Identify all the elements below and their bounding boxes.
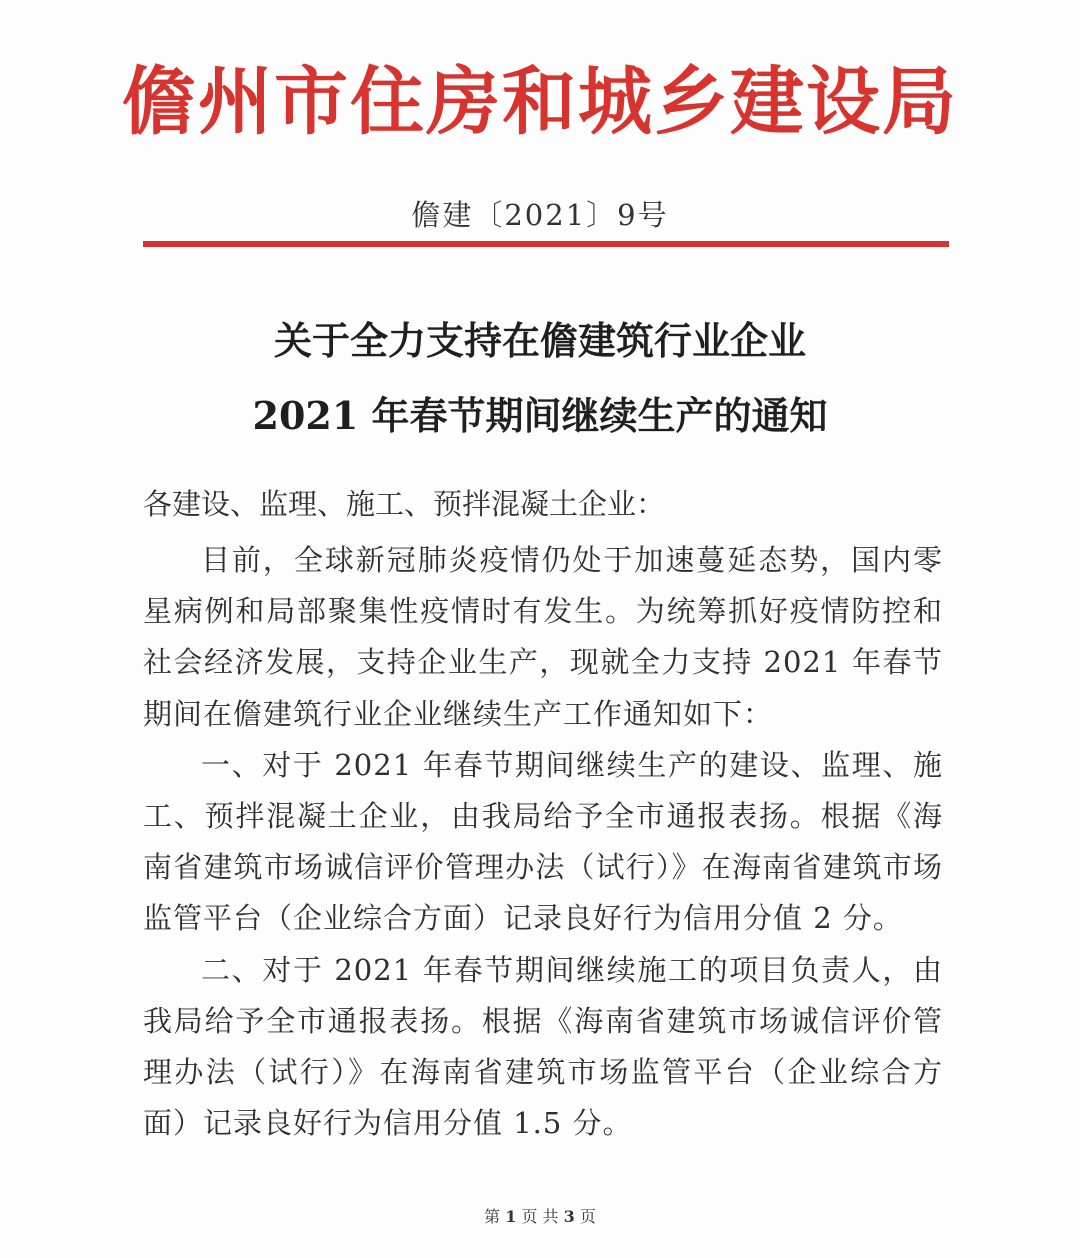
notice-title-line-2: 2021 年春节期间继续生产的通知: [252, 393, 828, 438]
footer-total-pages: 3: [563, 1207, 575, 1226]
paragraph-intro: 目前，全球新冠肺炎疫情仍处于加速蔓延态势，国内零星病例和局部聚集性疫情时有发生。为统筹抓好疫情防控和社会经济发展，支持企业生产，现就全力支持 2021 年春节期间在儋建筑行业企业继续生产工作通知如下：: [143, 543, 943, 731]
footer-page-number: 1: [505, 1207, 517, 1226]
notice-title-line-1: 关于全力支持在儋建筑行业企业: [273, 318, 806, 363]
footer-suffix: 页: [579, 1207, 596, 1226]
footer-middle: 页 共: [521, 1207, 559, 1226]
salutation: 各建设、监理、施工、预拌混凝土企业：: [143, 487, 666, 521]
paragraph-item-1: 一、对于 2021 年春节期间继续生产的建设、监理、施工、预拌混凝土企业，由我局给予全市通报表扬。根据《海南省建筑市场诚信评价管理办法（试行）》在海南省建筑市场监管平台（企业综合方面）记录良好行为信用分值 2 分。: [143, 747, 943, 936]
red-divider-line: [143, 241, 949, 247]
footer-prefix: 第: [484, 1207, 501, 1226]
issuing-authority-masthead: 儋州市住房和城乡建设局: [122, 59, 958, 145]
notice-body: [143, 535, 943, 1149]
page-footer: [0, 1205, 1080, 1229]
document-number: 儋建〔2021〕9号: [411, 198, 669, 232]
paragraph-item-2: 二、对于 2021 年春节期间继续施工的项目负责人，由我局给予全市通报表扬。根据《海南省建筑市场诚信评价管理办法（试行）》在海南省建筑市场监管平台（企业综合方面）记录良好行为信用分值 1.5 分。: [143, 952, 943, 1141]
